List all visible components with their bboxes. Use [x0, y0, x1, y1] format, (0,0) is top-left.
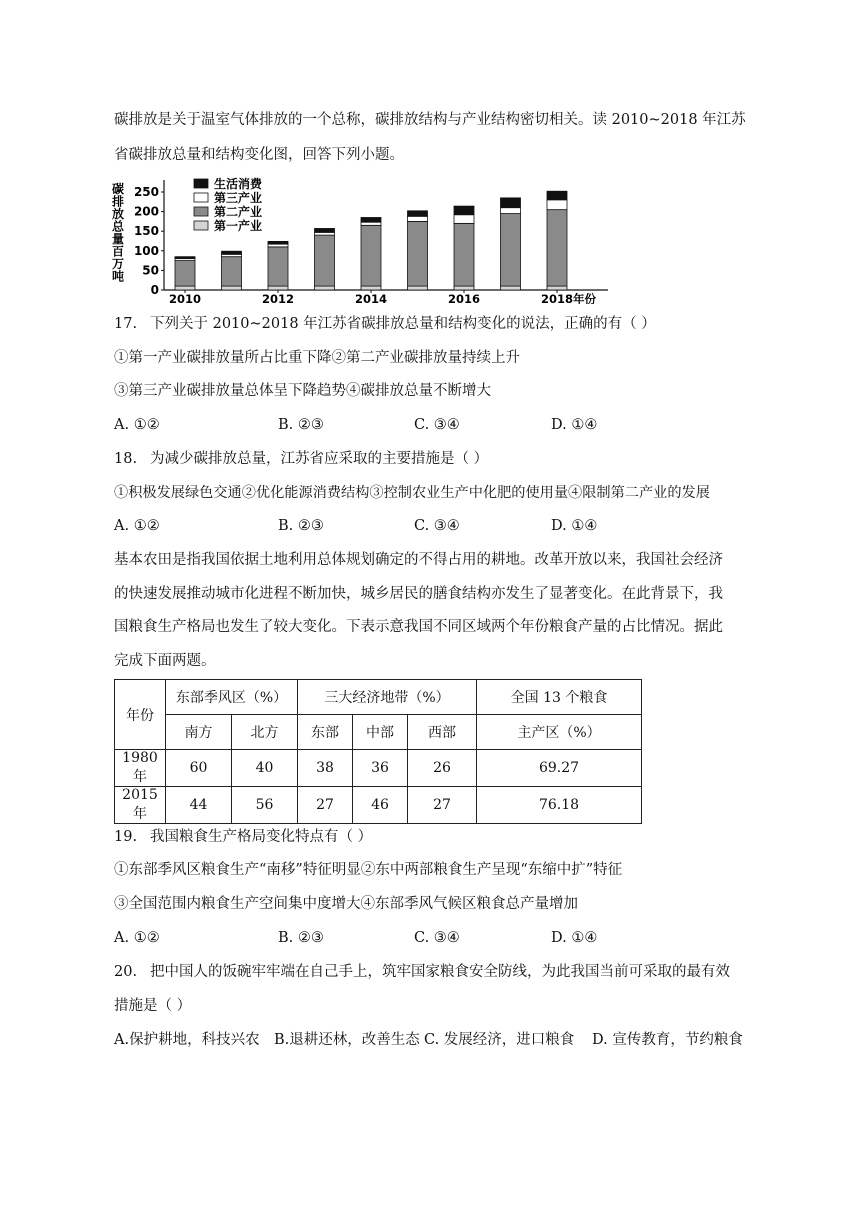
bar-segment — [268, 244, 288, 247]
grain-share-table — [114, 679, 642, 824]
ylabel-char: 量 — [111, 232, 125, 246]
y-tick-label: 100 — [133, 243, 159, 258]
bar-segment — [268, 286, 288, 290]
q18-number: 18. — [114, 451, 138, 467]
q20-option-d[interactable]: D. 宣传教育，节约粮食 — [592, 1032, 743, 1048]
legend-label: 第二产业 — [214, 205, 263, 219]
ylabel-char: 万 — [111, 257, 125, 271]
table-cell: 36 — [353, 750, 408, 787]
q20-options — [114, 1030, 764, 1050]
table-row — [115, 750, 642, 787]
bar-segment — [547, 200, 567, 210]
intro2-line2: 的快速发展推动城市化进程不断加快，城乡居民的膳食结构亦发生了显著变化。在此背景下，我 — [114, 586, 723, 602]
table-cell: 27 — [408, 787, 477, 824]
q20-stem-line — [114, 962, 730, 982]
bar-segment — [222, 251, 242, 254]
bar-segment — [361, 225, 381, 286]
q17-statement-1: ①第一产业碳排放量所占比重下降②第二产业碳排放量持续上升 — [114, 350, 520, 366]
q17-options — [114, 415, 764, 435]
bar-segment — [175, 257, 195, 259]
bar-segment — [175, 286, 195, 290]
ylabel-char: 排 — [111, 194, 125, 209]
table-sub-south: 南方 — [166, 715, 232, 750]
y-tick-label: 200 — [133, 204, 159, 219]
table-cell: 44 — [166, 787, 232, 824]
table-row-year: 2015 年 — [115, 787, 166, 824]
q19-options — [114, 928, 764, 948]
bar-segment — [175, 261, 195, 286]
x-tick-label: 2016 — [447, 292, 481, 304]
y-tick-label: 150 — [133, 224, 159, 239]
bar-segment — [222, 286, 242, 290]
q18-option-b[interactable]: B. ②③ — [278, 518, 324, 534]
ylabel-char: 放 — [111, 207, 125, 221]
table-cell: 60 — [166, 750, 232, 787]
q19-number: 19. — [114, 829, 138, 845]
q20-option-a[interactable]: A.保护耕地，科技兴农 — [114, 1032, 260, 1048]
q17-option-d[interactable]: D. ①④ — [551, 417, 598, 433]
bar-segment — [268, 247, 288, 286]
q19-stem: 我国粮食生产格局变化特点有（ ） — [150, 829, 373, 845]
legend-label: 第三产业 — [214, 191, 263, 205]
table-sub-west: 西部 — [408, 715, 477, 750]
legend-label: 生活消费 — [214, 177, 263, 191]
q19-statement-1: ①东部季风区粮食生产“南移”特征明显②东中两部粮食生产呈现“东缩中扩”特征 — [114, 862, 623, 878]
q18-stem-line — [114, 449, 488, 469]
table-cell: 38 — [298, 750, 353, 787]
q18-statement-1: ①积极发展绿色交通②优化能源消费结构③控制农业生产中化肥的使用量④限制第二产业的发展 — [114, 485, 710, 501]
table-group-main-areas-top: 全国 13 个粮食 — [477, 680, 642, 715]
table-cell: 69.27 — [477, 750, 642, 787]
bar-segment — [547, 191, 567, 200]
bar-segment — [408, 221, 428, 286]
bar-segment — [315, 235, 335, 286]
q20-number: 20. — [114, 964, 138, 980]
bar-segment — [361, 286, 381, 290]
ylabel-char: 吨 — [111, 269, 125, 284]
chart-legend — [194, 176, 263, 233]
x-tick-label: 2012 — [261, 292, 295, 304]
x-tick-label: 2018年份 — [541, 292, 597, 304]
table-cell: 46 — [353, 787, 408, 824]
q18-option-c[interactable]: C. ③④ — [414, 518, 460, 534]
legend-swatch — [194, 207, 208, 216]
bar-segment — [454, 286, 474, 290]
q19-stem-line — [114, 827, 372, 847]
table-sub-east: 东部 — [298, 715, 353, 750]
legend-swatch — [194, 221, 208, 230]
ylabel-char: 百 — [111, 244, 125, 259]
bar-segment — [361, 217, 381, 222]
table-group-main-areas-bottom: 主产区（%） — [477, 715, 642, 750]
intro1-line2: 省碳排放总量和结构变化图，回答下列小题。 — [114, 147, 404, 163]
q18-options — [114, 516, 764, 536]
q19-option-d[interactable]: D. ①④ — [551, 930, 598, 946]
q17-statement-2: ③第三产业碳排放量总体呈下降趋势④碳排放总量不断增大 — [114, 383, 491, 399]
bar-segment — [315, 286, 335, 290]
table-cell: 26 — [408, 750, 477, 787]
bar-segment — [454, 206, 474, 215]
bar-segment — [501, 208, 521, 214]
q17-option-c[interactable]: C. ③④ — [414, 417, 460, 433]
table-cell: 56 — [232, 787, 298, 824]
x-tick-label: 2010 — [168, 292, 202, 304]
bar-segment — [268, 241, 288, 244]
chart-ylabel — [111, 181, 125, 284]
table-row-year: 1980 年 — [115, 750, 166, 787]
legend-label: 第一产业 — [214, 219, 263, 233]
q18-option-a[interactable]: A. ①② — [114, 518, 160, 534]
table-year-header: 年份 — [115, 680, 166, 750]
carbon-emission-chart — [108, 176, 618, 304]
q18-option-d[interactable]: D. ①④ — [551, 518, 598, 534]
ylabel-char: 碳 — [111, 182, 125, 196]
bar-segment — [547, 286, 567, 290]
q17-number: 17. — [114, 316, 138, 332]
q20-option-b[interactable]: B.退耕还林，改善生态 — [274, 1032, 420, 1048]
table-header-row-1 — [115, 680, 642, 715]
bar-segment — [501, 286, 521, 290]
bar-segment — [408, 211, 428, 216]
x-tick-label: 2014 — [354, 292, 388, 304]
table-cell: 76.18 — [477, 787, 642, 824]
bar-segment — [408, 286, 428, 290]
table-group-economic-belts: 三大经济地带（%） — [298, 680, 477, 715]
q19-option-c[interactable]: C. ③④ — [414, 930, 460, 946]
bar-segment — [501, 214, 521, 287]
table-group-monsoon: 东部季风区（%） — [166, 680, 298, 715]
bar-segment — [222, 257, 242, 286]
bar-segment — [501, 198, 521, 208]
q19-statement-2: ③全国范围内粮食生产空间集中度增大④东部季风气候区粮食总产量增加 — [114, 896, 578, 912]
table-sub-north: 北方 — [232, 715, 298, 750]
q17-stem: 下列关于 2010~2018 年江苏省碳排放总量和结构变化的说法，正确的有（ ） — [150, 316, 656, 332]
intro1-line1: 碳排放是关于温室气体排放的一个总称，碳排放结构与产业结构密切相关。读 2010~2018 年江苏 — [114, 112, 746, 128]
bar-segment — [454, 223, 474, 286]
bar-segment — [408, 216, 428, 221]
table-sub-central: 中部 — [353, 715, 408, 750]
intro2-line4: 完成下面两题。 — [114, 653, 216, 669]
q17-stem-line — [114, 314, 656, 334]
q17-option-a[interactable]: A. ①② — [114, 417, 160, 433]
ylabel-char: 总 — [111, 219, 125, 234]
y-tick-label: 0 — [150, 283, 159, 297]
table-header-row-2 — [115, 715, 642, 750]
table-cell: 27 — [298, 787, 353, 824]
bar-segment — [454, 215, 474, 224]
legend-swatch — [194, 179, 208, 188]
intro2-line1: 基本农田是指我国依据土地利用总体规划确定的不得占用的耕地。改革开放以来，我国社会经济 — [114, 552, 723, 568]
table-cell: 40 — [232, 750, 298, 787]
y-tick-label: 250 — [133, 185, 159, 199]
q20-stem-line-2: 措施是（ ） — [114, 998, 192, 1014]
q20-stem: 把中国人的饭碗牢牢端在自己手上，筑牢国家粮食安全防线，为此我国当前可采取的最有效 — [150, 964, 730, 980]
q19-option-a[interactable]: A. ①② — [114, 930, 160, 946]
table-row — [115, 787, 642, 824]
q20-option-c[interactable]: C. 发展经济，进口粮食 — [424, 1032, 575, 1048]
intro2-line3: 国粮食生产格局也发生了较大变化。下表示意我国不同区域两个年份粮食产量的占比情况。据此 — [114, 619, 723, 635]
bar-segment — [361, 222, 381, 225]
y-tick-label: 50 — [142, 263, 159, 278]
legend-swatch — [194, 193, 208, 202]
bar-segment — [315, 232, 335, 235]
q19-option-b[interactable]: B. ②③ — [278, 930, 324, 946]
q18-stem: 为减少碳排放总量，江苏省应采取的主要措施是（ ） — [150, 451, 489, 467]
bar-segment — [547, 210, 567, 286]
bar-segment — [315, 228, 335, 232]
q17-option-b[interactable]: B. ②③ — [278, 417, 324, 433]
